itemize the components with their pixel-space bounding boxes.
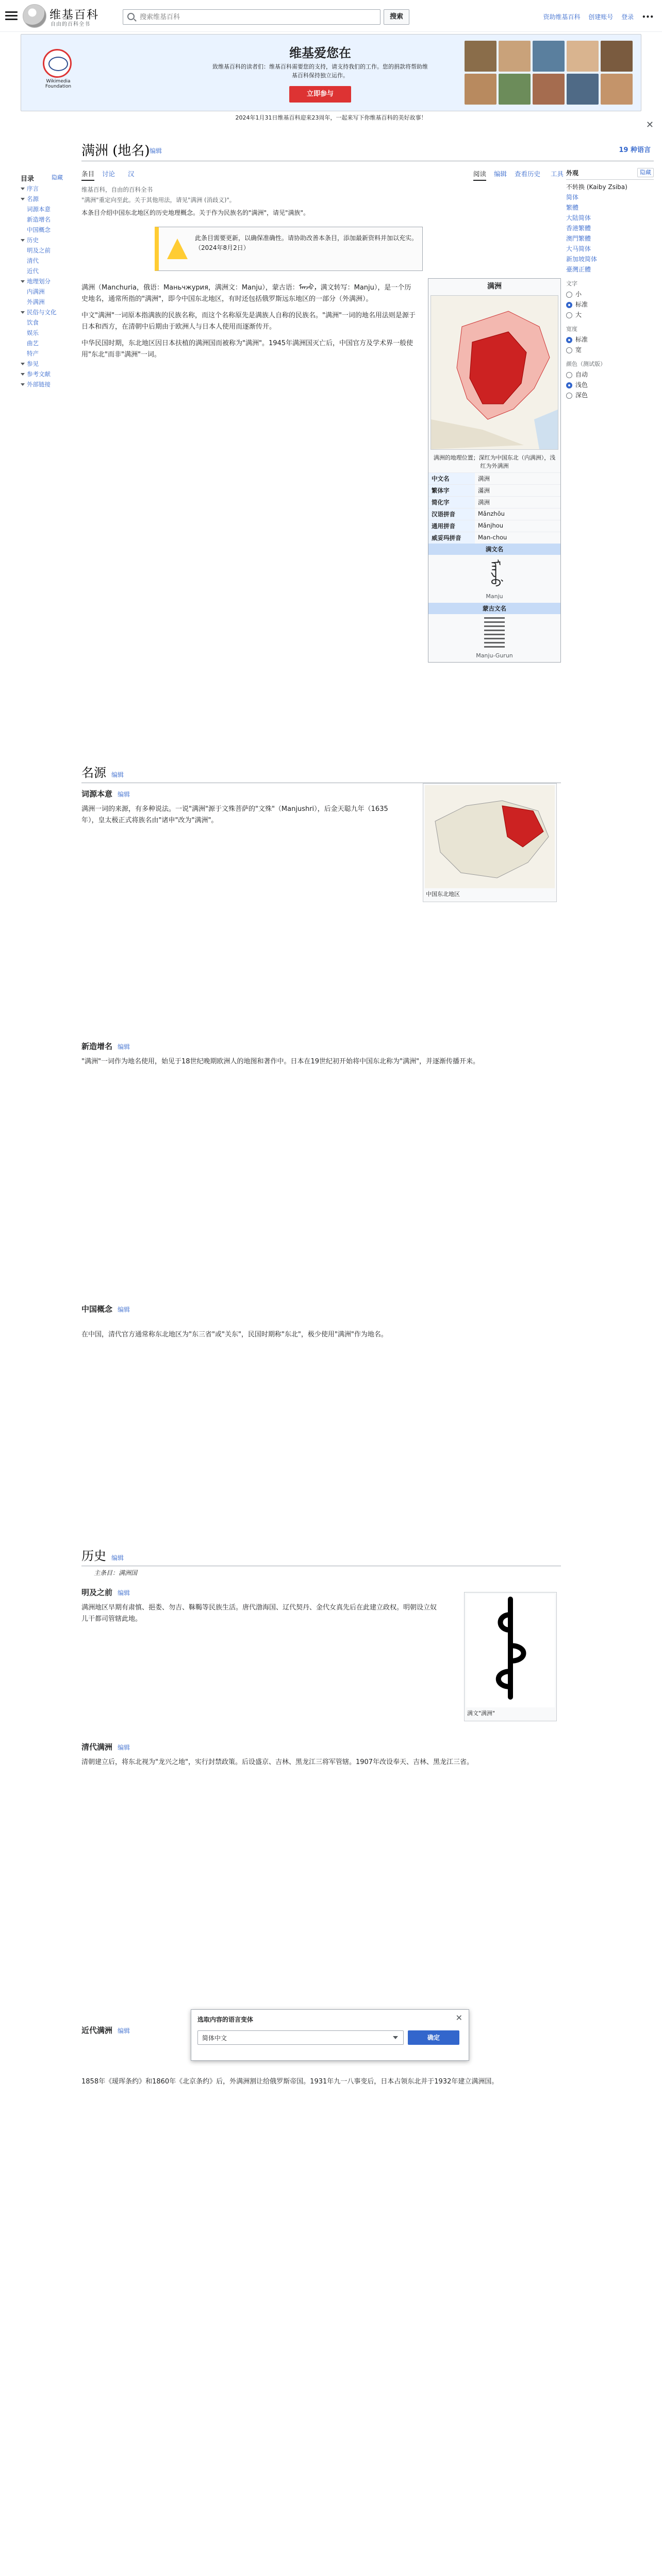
tab-tools[interactable]: 工具 bbox=[551, 170, 564, 178]
intro-text bbox=[81, 282, 417, 366]
infobox-key: 威妥玛拼音 bbox=[428, 532, 475, 544]
section-heading-name-origin: 名源 编辑 bbox=[81, 762, 561, 783]
color-label: 颜色（测试版） bbox=[566, 361, 606, 367]
radio-icon bbox=[566, 393, 572, 399]
subheading-china-concept: 中国概念 编辑 bbox=[81, 1304, 130, 1314]
manchu-script: ᠮᠠᠨᠵᡠ bbox=[488, 560, 502, 587]
variant-link[interactable]: 繁體 bbox=[566, 204, 579, 211]
width-wide[interactable]: 宽 bbox=[566, 345, 654, 355]
toc-item[interactable]: 外部链接 bbox=[21, 379, 77, 389]
user-links bbox=[537, 12, 654, 21]
login-link[interactable]: 登录 bbox=[621, 13, 634, 21]
width-standard[interactable]: 标准 bbox=[566, 334, 654, 345]
new-name-text: "满洲"一词作为地名使用，始见于18世纪晚期欧洲人的地图和著作中。日本在19世纪初开始将中国东北称为"满洲"，并逐渐传播开来。 bbox=[81, 1058, 480, 1065]
banner-photo-collage bbox=[465, 41, 635, 106]
close-icon[interactable]: ✕ bbox=[455, 2013, 462, 2023]
more-options-icon[interactable]: ••• bbox=[641, 13, 654, 21]
northeast-china-map[interactable] bbox=[425, 785, 555, 888]
toc-item[interactable]: 名源 bbox=[21, 194, 77, 204]
dialog-title: 选取内容的语言变体 bbox=[197, 2016, 254, 2023]
toc-hide-button[interactable]: 隐藏 bbox=[52, 174, 63, 181]
banner-title: 维基爱您在 bbox=[289, 46, 351, 60]
infobox-row bbox=[428, 520, 560, 532]
subheading-new-name: 新造增名 编辑 bbox=[81, 1042, 130, 1051]
color-light[interactable]: 浅色 bbox=[566, 380, 654, 390]
mongol-script bbox=[484, 617, 505, 648]
donate-now-button[interactable]: 立即参与 bbox=[289, 86, 351, 103]
infobox-value: 滿洲 bbox=[478, 487, 490, 494]
infobox-row bbox=[428, 484, 560, 496]
manchuria-map[interactable] bbox=[431, 295, 558, 450]
toc-item[interactable]: 参见 bbox=[21, 359, 77, 369]
edit-link[interactable]: 编辑 bbox=[111, 1554, 124, 1562]
page-title: 满洲 (地名) bbox=[81, 143, 150, 159]
ming-text: 满洲地区早期有肃慎、挹娄、勿吉、靺鞨等民族生活。唐代渤海国、辽代契丹、金代女真先后在此建立政权。明朝设立奴儿干都司管辖此地。 bbox=[81, 1604, 437, 1623]
variant-select[interactable]: 简体中文 bbox=[197, 2030, 404, 2045]
infobox-value: Man-chou bbox=[478, 534, 507, 541]
figure-manchu-script bbox=[464, 1592, 557, 1721]
radio-selected-icon bbox=[566, 302, 572, 308]
radio-icon bbox=[566, 372, 572, 378]
donate-link[interactable]: 资助维基百科 bbox=[543, 13, 581, 21]
infobox-row bbox=[428, 508, 560, 520]
variant-link[interactable]: 澳門繁體 bbox=[566, 235, 591, 242]
mongol-latin: Manju-Gurun bbox=[476, 652, 513, 659]
warning-icon bbox=[167, 239, 188, 259]
appearance-panel bbox=[566, 168, 654, 400]
toc-item[interactable]: 序言 bbox=[21, 183, 77, 194]
infobox-key: 通用拼音 bbox=[428, 520, 475, 532]
page-subtitle: 维基百科，自由的百科全书 bbox=[81, 186, 153, 193]
variant-link[interactable]: 臺灣正體 bbox=[566, 266, 591, 273]
intro-paragraph: 满洲（Manchuria，俄语：Маньчжурия，满洲文：Manju），蒙古语：ᠮᠠᠨᠵᡠ，满文转写：Manju），是一个历史地名，通常所指的"满洲"，即今中国东北地区，有时还包括俄罗斯远东地区的一部分（外满洲）。 bbox=[81, 284, 411, 303]
variant-link[interactable]: 大马简体 bbox=[566, 245, 591, 252]
edit-link[interactable]: 编辑 bbox=[118, 791, 130, 798]
toc-caret-icon[interactable] bbox=[21, 188, 25, 190]
wikimedia-caption: Wikimedia Foundation bbox=[45, 79, 72, 89]
toc-caret-icon[interactable] bbox=[21, 363, 25, 365]
site-tagline: 自由的百科全书 bbox=[51, 22, 90, 27]
tab-edit[interactable]: 编辑 bbox=[494, 170, 507, 178]
intro-paragraph: 中文"满洲"一词原本指满族的民族名称，而这个名称原先是满族人自称的民族名。"满洲"一词的地名用法则是源于日本和西方，在清朝中后期由于欧洲人与日本人使用而逐渐传开。 bbox=[81, 312, 416, 331]
infobox-row bbox=[428, 532, 560, 544]
wikipedia-logo[interactable] bbox=[23, 4, 46, 28]
toc-item[interactable]: 民俗与文化 bbox=[21, 307, 77, 317]
infobox-value: 满洲 bbox=[478, 475, 490, 482]
toc-item[interactable]: 外满洲 bbox=[27, 298, 45, 306]
infobox-key: 繁体字 bbox=[428, 485, 475, 496]
radio-selected-icon bbox=[566, 337, 572, 343]
width-label: 宽度 bbox=[566, 326, 577, 332]
infobox-key: 汉语拼音 bbox=[428, 509, 475, 520]
toc-title: 目录 bbox=[21, 175, 35, 183]
mongol-name-header: 蒙古文名 bbox=[428, 603, 560, 614]
toc-item[interactable]: 清代 bbox=[27, 257, 39, 264]
variant-link[interactable]: 大陆简体 bbox=[566, 214, 591, 222]
subheading-etymology: 词源本意 编辑 bbox=[81, 789, 130, 799]
update-notice-text: 此条目需要更新，以确保准确性。请协助改善本条目，添加最新资料并加以充实。（2024年8月2日） bbox=[195, 234, 418, 251]
donation-banner bbox=[21, 34, 641, 111]
subheading-qing: 清代满洲 编辑 bbox=[81, 1742, 130, 1752]
subheading-ming: 明及之前 编辑 bbox=[81, 1588, 130, 1597]
figure-caption: 满文"满洲" bbox=[467, 1710, 495, 1717]
language-button[interactable]: 19 种语言 bbox=[619, 146, 651, 154]
toc-caret-icon[interactable] bbox=[21, 239, 25, 242]
text-size-large[interactable]: 大 bbox=[566, 310, 654, 320]
banner-text: 致维基百科的读者们：维基百科需要您的支持，请支持我们的工作。您的捐款将帮助维基百科保持独立运作。 bbox=[212, 63, 428, 79]
update-notice-box bbox=[155, 227, 423, 271]
redirect-note: "满洲"重定向至此。关于其他用法，请见"满洲 (消歧义)"。 bbox=[81, 196, 236, 204]
edit-link[interactable]: 编辑 bbox=[111, 771, 124, 778]
manchu-script-image[interactable] bbox=[466, 1594, 555, 1707]
etymology-text: 满洲一词的来源，有多种说法。一说"满洲"源于文殊菩萨的"文殊"（Manjushri），后金天聪九年（1635年），皇太极正式将族名由"诸申"改为"满洲"。 bbox=[81, 805, 388, 824]
search-box[interactable] bbox=[123, 9, 380, 25]
variant-link[interactable]: 简体 bbox=[566, 194, 579, 201]
manchu-latin: Manju bbox=[486, 593, 503, 600]
toc-caret-icon[interactable] bbox=[21, 311, 25, 314]
edit-link[interactable]: 编辑 bbox=[118, 1744, 130, 1751]
tab-read[interactable]: 阅读 bbox=[473, 169, 486, 181]
create-account-link[interactable]: 创建账号 bbox=[588, 13, 614, 21]
text-size-label: 文字 bbox=[566, 280, 577, 287]
toc-item[interactable]: 娱乐 bbox=[27, 329, 39, 336]
toc-item[interactable]: 曲艺 bbox=[27, 340, 39, 347]
edit-link[interactable]: 编辑 bbox=[118, 1043, 130, 1050]
figure-northeast-china bbox=[423, 783, 557, 902]
figure-caption: 中国东北地区 bbox=[426, 891, 460, 897]
toc-caret-icon[interactable] bbox=[21, 383, 25, 386]
edit-link[interactable]: 编辑 bbox=[118, 1306, 130, 1313]
appearance-hide-button[interactable]: 隐藏 bbox=[637, 168, 654, 177]
appearance-header: 外观 隐藏 bbox=[566, 168, 654, 180]
site-name[interactable]: 维基百科 bbox=[49, 9, 100, 22]
qing-text: 清朝建立后，将东北视为"龙兴之地"，实行封禁政策。后设盛京、吉林、黑龙江三将军管辖。1907年改设奉天、吉林、黑龙江三省。 bbox=[81, 1758, 474, 1766]
close-banner-icon[interactable]: ✕ bbox=[646, 120, 654, 130]
manchu-name-header: 满文名 bbox=[428, 544, 560, 555]
china-concept-text: 在中国，清代官方通常称东北地区为"东三省"或"关东"，民国时期称"东北"，极少使用"满洲"作为地名。 bbox=[81, 1331, 388, 1338]
variant-dialog bbox=[191, 2009, 469, 2061]
toc-item[interactable]: 内满洲 bbox=[27, 288, 45, 295]
infobox-row bbox=[428, 472, 560, 484]
site-header bbox=[0, 0, 662, 32]
subheading-modern: 近代满洲 编辑 bbox=[81, 2026, 130, 2035]
title-edit-link[interactable]: 编辑 bbox=[150, 147, 162, 155]
tab-talk[interactable]: 讨论 bbox=[102, 170, 115, 178]
table-of-contents bbox=[21, 183, 77, 389]
edit-link[interactable]: 编辑 bbox=[118, 2027, 130, 2035]
toc-caret-icon[interactable] bbox=[21, 373, 25, 376]
text-size-standard[interactable]: 标准 bbox=[566, 299, 654, 310]
confirm-button[interactable]: 确定 bbox=[408, 2030, 459, 2045]
infobox-title: 满洲 bbox=[487, 282, 502, 291]
radio-icon bbox=[566, 347, 572, 353]
text-size-small[interactable]: 小 bbox=[566, 289, 654, 299]
radio-icon bbox=[566, 292, 572, 298]
infobox-key: 中文名 bbox=[428, 473, 475, 484]
toc-caret-icon[interactable] bbox=[21, 198, 25, 200]
radio-selected-icon bbox=[566, 382, 572, 388]
edit-link[interactable]: 编辑 bbox=[118, 1589, 130, 1597]
tab-variant[interactable]: 汉 bbox=[128, 170, 135, 178]
section-heading-history: 历史 编辑 bbox=[81, 1546, 561, 1566]
search-input[interactable] bbox=[140, 12, 372, 22]
color-auto[interactable]: 自动 bbox=[566, 369, 654, 380]
toc-item[interactable]: 历史 bbox=[21, 235, 77, 245]
infobox-value: 满洲 bbox=[478, 499, 490, 506]
radio-icon bbox=[566, 312, 572, 318]
tab-history[interactable]: 查看历史 bbox=[515, 170, 541, 178]
infobox-row bbox=[428, 496, 560, 508]
intro-paragraph: 中华民国时期，东北地区因日本扶植的满洲国而被称为"满洲"。1945年满洲国灭亡后，中国官方及学术界一般使用"东北"而非"满洲"一词。 bbox=[81, 340, 413, 359]
infobox-key: 简化字 bbox=[428, 497, 475, 508]
infobox-value: Mǎnzhōu bbox=[478, 510, 505, 517]
variant-link[interactable]: 新加坡简体 bbox=[566, 256, 598, 263]
banner-footer[interactable]: 2024年1月31日维基百科迎来23周年，一起来写下你维基百科的美好故事！ bbox=[235, 114, 427, 121]
tab-article[interactable]: 条目 bbox=[81, 169, 94, 181]
variant-label: 不转换 (Kaiby Zsiba) bbox=[566, 183, 627, 191]
toc-item[interactable]: 明及之前 bbox=[27, 247, 51, 254]
toc-item[interactable]: 参考文献 bbox=[21, 369, 77, 379]
infobox-value: Mǎnjhou bbox=[478, 522, 504, 529]
toc-item[interactable]: 新造增名 bbox=[27, 216, 51, 223]
hatnote: 本条目介绍中国东北地区的历史地理概念。关于作为民族名的"满洲"，请见"满族"。 bbox=[81, 209, 310, 216]
toc-item[interactable]: 特产 bbox=[27, 350, 39, 357]
toc-caret-icon[interactable] bbox=[21, 280, 25, 283]
globe-icon bbox=[43, 49, 72, 78]
wikimedia-logo bbox=[32, 47, 84, 89]
toc-item[interactable]: 中国概念 bbox=[27, 226, 51, 233]
infobox-caption: 满洲的地理位置；深红为中国东北（内满洲），浅红为外满洲 bbox=[433, 454, 556, 469]
search-button[interactable]: 搜索 bbox=[384, 9, 409, 25]
toc-item[interactable]: 近代 bbox=[27, 267, 39, 275]
variant-link[interactable]: 香港繁體 bbox=[566, 225, 591, 232]
search-icon bbox=[127, 13, 135, 20]
main-article-note[interactable]: 主条目：满洲国 bbox=[94, 1569, 138, 1577]
toc-item[interactable]: 饮食 bbox=[27, 319, 39, 326]
menu-icon[interactable] bbox=[5, 9, 18, 22]
infobox bbox=[428, 278, 561, 663]
toc-item[interactable]: 地理划分 bbox=[21, 276, 77, 286]
modern-text: 1858年《瑷珲条约》和1860年《北京条约》后，外满洲割让给俄罗斯帝国。1931年九一八事变后，日本占领东北并于1932年建立满洲国。 bbox=[81, 2078, 499, 2086]
toc-item[interactable]: 词源本意 bbox=[27, 206, 51, 213]
color-dark[interactable]: 深色 bbox=[566, 390, 654, 400]
